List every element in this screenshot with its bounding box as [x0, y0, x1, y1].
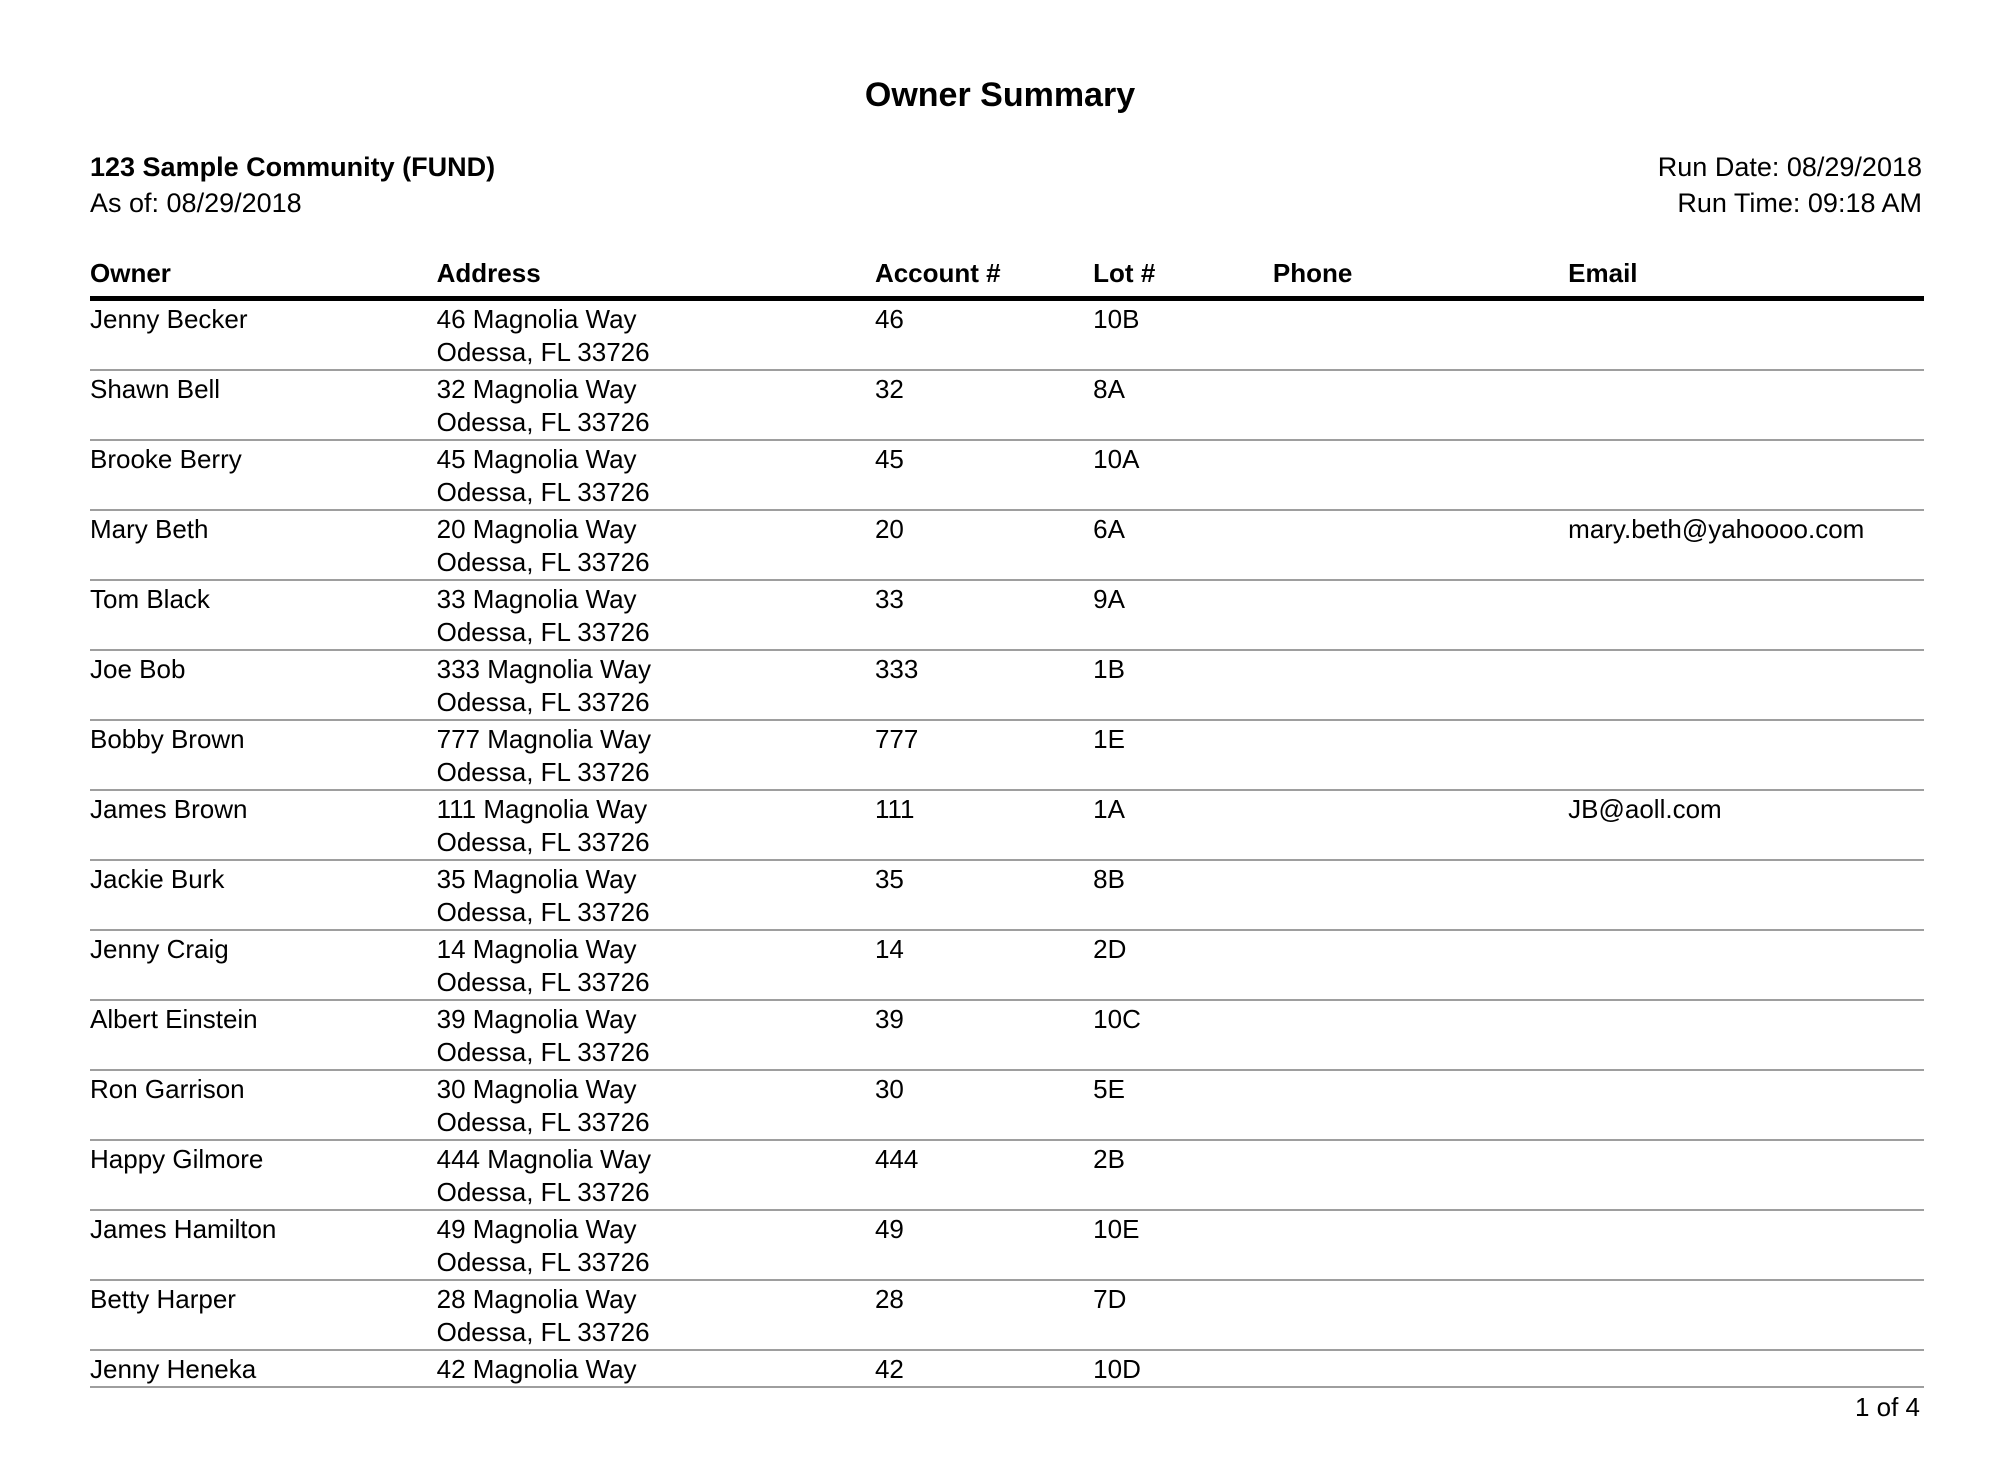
lot-cell: [1093, 583, 1273, 649]
account-cell-line: 111: [874, 794, 915, 824]
lot-cell-line: 10C: [1093, 1004, 1141, 1034]
lot-cell: [1093, 1283, 1273, 1349]
phone-cell-line: [1273, 513, 1560, 546]
address-cell-line: Odessa, FL 33726: [436, 827, 650, 857]
owner-cell-line: Tom Black: [90, 584, 210, 614]
email-cell: [1568, 793, 1924, 859]
email-cell: [1568, 933, 1924, 999]
owner-cell-line: Jenny Craig: [90, 934, 229, 964]
account-cell-line: 42: [874, 1354, 904, 1384]
address-cell-line: 32 Magnolia Way: [436, 374, 637, 404]
address-cell: [437, 373, 875, 439]
account-cell: [875, 1213, 1093, 1279]
phone-cell: [1273, 933, 1568, 999]
address-cell: [437, 723, 875, 789]
address-cell: [437, 303, 875, 369]
owner-cell-line: Albert Einstein: [90, 1004, 258, 1034]
email-cell-line: [1568, 1353, 1916, 1386]
account-cell-line: 39: [874, 1004, 904, 1034]
lot-cell-line: 2D: [1093, 934, 1127, 964]
report-title: Owner Summary: [864, 76, 1136, 114]
as-of-date: As of: 08/29/2018: [90, 188, 302, 218]
owner-cell-line: Mary Beth: [90, 514, 209, 544]
table-row: [90, 1071, 1924, 1141]
lot-cell: [1093, 1353, 1273, 1386]
address-cell-line: 777 Magnolia Way: [436, 724, 651, 754]
table-header-row: [90, 257, 1924, 301]
lot-cell-line: 6A: [1093, 514, 1125, 544]
phone-cell-line: [1273, 653, 1560, 686]
address-cell-line: Odessa, FL 33726: [436, 407, 650, 437]
table-row: [90, 1281, 1924, 1351]
run-time: Run Time: 09:18 AM: [1677, 188, 1922, 218]
phone-cell: [1273, 513, 1568, 579]
phone-cell-line: [1273, 1143, 1560, 1176]
phone-cell: [1273, 303, 1568, 369]
owner-cell: [90, 1283, 437, 1349]
lot-cell: [1093, 1073, 1273, 1139]
phone-cell: [1273, 583, 1568, 649]
lot-cell-line: 7D: [1093, 1284, 1127, 1314]
lot-cell-line: 10E: [1093, 1214, 1140, 1244]
report-meta: [90, 149, 1922, 221]
email-cell: [1568, 863, 1924, 929]
phone-cell: [1273, 1143, 1568, 1209]
address-cell-line: 42 Magnolia Way: [436, 1354, 637, 1384]
email-cell-line: [1568, 723, 1916, 756]
table-row: [90, 441, 1924, 511]
owner-table: [90, 257, 1924, 1388]
email-cell: [1568, 1003, 1924, 1069]
account-cell-line: 30: [874, 1074, 904, 1104]
account-cell: [875, 513, 1093, 579]
phone-cell-line: [1273, 373, 1560, 406]
phone-cell: [1273, 1353, 1568, 1386]
address-cell-line: Odessa, FL 33726: [436, 897, 650, 927]
email-cell: [1568, 1213, 1924, 1279]
table-row: [90, 861, 1924, 931]
account-cell: [875, 723, 1093, 789]
email-cell-line: [1568, 653, 1916, 686]
account-cell-line: 49: [874, 1214, 904, 1244]
owner-cell: [90, 653, 437, 719]
address-cell-line: Odessa, FL 33726: [436, 1317, 650, 1347]
column-header-lot: Lot #: [1093, 258, 1156, 288]
lot-cell-line: 8A: [1093, 374, 1125, 404]
table-row: [90, 1351, 1924, 1388]
owner-cell: [90, 863, 437, 929]
lot-cell-line: 10D: [1093, 1354, 1141, 1384]
account-cell: [875, 1353, 1093, 1386]
account-cell-line: 35: [874, 864, 904, 894]
address-cell-line: Odessa, FL 33726: [436, 1247, 650, 1277]
address-cell-line: 33 Magnolia Way: [436, 584, 637, 614]
address-cell-line: Odessa, FL 33726: [436, 757, 650, 787]
address-cell-line: 46 Magnolia Way: [436, 304, 637, 334]
lot-cell: [1093, 373, 1273, 439]
email-cell-line: [1568, 303, 1916, 336]
email-cell-line: [1568, 1003, 1916, 1036]
table-row: [90, 651, 1924, 721]
column-header-email: Email: [1568, 258, 1638, 288]
account-cell: [875, 653, 1093, 719]
table-row: [90, 1001, 1924, 1071]
account-cell: [875, 793, 1093, 859]
table-row: [90, 581, 1924, 651]
address-cell-line: Odessa, FL 33726: [436, 617, 650, 647]
phone-cell: [1273, 793, 1568, 859]
phone-cell: [1273, 1213, 1568, 1279]
phone-cell: [1273, 1283, 1568, 1349]
owner-cell: [90, 1143, 437, 1209]
owner-cell-line: Ron Garrison: [90, 1074, 245, 1104]
lot-cell: [1093, 1003, 1273, 1069]
phone-cell: [1273, 443, 1568, 509]
email-cell: [1568, 1143, 1924, 1209]
owner-cell: [90, 1073, 437, 1139]
address-cell: [437, 933, 875, 999]
phone-cell-line: [1273, 1073, 1560, 1106]
run-date: Run Date: 08/29/2018: [1657, 152, 1922, 182]
email-cell-line: [1568, 1283, 1916, 1316]
lot-cell-line: 1E: [1093, 724, 1125, 754]
account-cell-line: 28: [874, 1284, 904, 1314]
table-row: [90, 371, 1924, 441]
lot-cell-line: 8B: [1093, 864, 1125, 894]
owner-cell: [90, 1353, 437, 1386]
owner-cell: [90, 723, 437, 789]
account-cell: [875, 1073, 1093, 1139]
email-cell: [1568, 723, 1924, 789]
owner-cell: [90, 1213, 437, 1279]
lot-cell: [1093, 933, 1273, 999]
owner-cell-line: Brooke Berry: [90, 444, 242, 474]
email-cell: [1568, 653, 1924, 719]
table-row: [90, 721, 1924, 791]
email-cell-line: [1568, 863, 1916, 896]
lot-cell: [1093, 303, 1273, 369]
lot-cell-line: 1B: [1093, 654, 1125, 684]
phone-cell-line: [1273, 723, 1560, 756]
page-indicator: 1 of 4: [1854, 1392, 1920, 1422]
report-meta-left: [90, 149, 495, 221]
account-cell-line: 20: [874, 514, 904, 544]
owner-cell-line: James Brown: [90, 794, 248, 824]
lot-cell: [1093, 863, 1273, 929]
column-header-phone: Phone: [1272, 258, 1353, 288]
owner-cell: [90, 933, 437, 999]
email-cell: [1568, 1283, 1924, 1349]
phone-cell: [1273, 863, 1568, 929]
owner-cell: [90, 1003, 437, 1069]
owner-cell: [90, 583, 437, 649]
phone-cell-line: [1273, 1213, 1560, 1246]
address-cell: [437, 513, 875, 579]
owner-cell-line: Jackie Burk: [90, 864, 225, 894]
account-cell-line: 14: [874, 934, 904, 964]
lot-cell: [1093, 653, 1273, 719]
phone-cell-line: [1273, 933, 1560, 966]
phone-cell-line: [1273, 1283, 1560, 1316]
account-cell-line: 777: [874, 724, 919, 754]
table-row: [90, 301, 1924, 371]
column-header-owner: Owner: [90, 258, 171, 288]
owner-cell-line: Happy Gilmore: [90, 1144, 264, 1174]
email-cell: [1568, 1353, 1924, 1386]
table-row: [90, 1141, 1924, 1211]
account-cell: [875, 303, 1093, 369]
phone-cell: [1273, 723, 1568, 789]
address-cell-line: Odessa, FL 33726: [436, 547, 650, 577]
email-cell: [1568, 583, 1924, 649]
owner-cell-line: Jenny Heneka: [90, 1354, 257, 1384]
lot-cell: [1093, 793, 1273, 859]
account-cell-line: 444: [874, 1144, 919, 1174]
address-cell: [437, 653, 875, 719]
address-cell: [437, 1213, 875, 1279]
phone-cell-line: [1273, 583, 1560, 616]
lot-cell-line: 5E: [1093, 1074, 1125, 1104]
account-cell: [875, 443, 1093, 509]
address-cell-line: Odessa, FL 33726: [436, 1037, 650, 1067]
address-cell: [437, 443, 875, 509]
email-cell: [1568, 443, 1924, 509]
email-cell-line: JB@aoll.com: [1568, 794, 1722, 824]
lot-cell-line: 10A: [1093, 444, 1140, 474]
account-cell: [875, 863, 1093, 929]
lot-cell: [1093, 513, 1273, 579]
address-cell: [437, 1143, 875, 1209]
phone-cell: [1273, 1073, 1568, 1139]
phone-cell-line: [1273, 863, 1560, 896]
address-cell-line: Odessa, FL 33726: [436, 477, 650, 507]
owner-cell: [90, 303, 437, 369]
address-cell-line: 111 Magnolia Way: [436, 794, 648, 824]
account-cell: [875, 1283, 1093, 1349]
address-cell-line: 28 Magnolia Way: [436, 1284, 637, 1314]
table-row: [90, 1211, 1924, 1281]
owner-cell: [90, 513, 437, 579]
email-cell-line: [1568, 373, 1916, 406]
lot-cell-line: 2B: [1093, 1144, 1125, 1174]
lot-cell: [1093, 1143, 1273, 1209]
account-cell-line: 32: [874, 374, 904, 404]
phone-cell: [1273, 373, 1568, 439]
owner-cell-line: James Hamilton: [90, 1214, 277, 1244]
phone-cell: [1273, 1003, 1568, 1069]
table-body: [90, 301, 1924, 1388]
owner-cell-line: Shawn Bell: [90, 374, 221, 404]
lot-cell: [1093, 1213, 1273, 1279]
address-cell-line: 49 Magnolia Way: [436, 1214, 637, 1244]
address-cell: [437, 1283, 875, 1349]
address-cell-line: 444 Magnolia Way: [436, 1144, 651, 1174]
address-cell-line: 14 Magnolia Way: [436, 934, 637, 964]
lot-cell-line: 1A: [1093, 794, 1125, 824]
phone-cell-line: [1273, 1003, 1560, 1036]
owner-cell: [90, 443, 437, 509]
address-cell-line: 45 Magnolia Way: [436, 444, 637, 474]
email-cell-line: [1568, 933, 1916, 966]
lot-cell: [1093, 723, 1273, 789]
phone-cell-line: [1273, 793, 1560, 826]
community-name: 123 Sample Community (FUND): [90, 152, 496, 182]
account-cell: [875, 933, 1093, 999]
address-cell-line: 333 Magnolia Way: [436, 654, 651, 684]
owner-cell: [90, 373, 437, 439]
address-cell: [437, 583, 875, 649]
address-cell-line: 35 Magnolia Way: [436, 864, 637, 894]
email-cell-line: [1568, 1073, 1916, 1106]
phone-cell: [1273, 653, 1568, 719]
owner-cell-line: Joe Bob: [90, 654, 186, 684]
email-cell-line: [1568, 1143, 1916, 1176]
phone-cell-line: [1273, 303, 1560, 336]
owner-cell-line: Bobby Brown: [90, 724, 245, 754]
email-cell: [1568, 303, 1924, 369]
address-cell-line: Odessa, FL 33726: [436, 337, 650, 367]
address-cell-line: Odessa, FL 33726: [436, 1107, 650, 1137]
email-cell-line: [1568, 583, 1916, 616]
address-cell-line: 20 Magnolia Way: [436, 514, 637, 544]
email-cell-line: [1568, 443, 1916, 476]
address-cell-line: 39 Magnolia Way: [436, 1004, 637, 1034]
column-header-account: Account #: [874, 258, 1001, 288]
phone-cell-line: [1273, 443, 1560, 476]
table-row: [90, 511, 1924, 581]
address-cell-line: Odessa, FL 33726: [436, 1177, 650, 1207]
email-cell-line: [1568, 1213, 1916, 1246]
phone-cell-line: [1273, 1353, 1560, 1386]
email-cell: [1568, 1073, 1924, 1139]
address-cell-line: Odessa, FL 33726: [436, 687, 650, 717]
lot-cell-line: 9A: [1093, 584, 1125, 614]
address-cell: [437, 793, 875, 859]
email-cell: [1568, 373, 1924, 439]
account-cell: [875, 583, 1093, 649]
address-cell-line: Odessa, FL 33726: [436, 967, 650, 997]
account-cell-line: 46: [874, 304, 904, 334]
address-cell: [437, 1353, 875, 1386]
owner-cell: [90, 793, 437, 859]
lot-cell-line: 10B: [1093, 304, 1140, 334]
address-cell: [437, 1003, 875, 1069]
account-cell-line: 45: [874, 444, 904, 474]
account-cell: [875, 373, 1093, 439]
lot-cell: [1093, 443, 1273, 509]
owner-cell-line: Betty Harper: [90, 1284, 236, 1314]
report-meta-right: [1658, 149, 1922, 221]
email-cell-line: mary.beth@yahoooo.com: [1568, 514, 1865, 544]
account-cell: [875, 1143, 1093, 1209]
address-cell-line: 30 Magnolia Way: [436, 1074, 637, 1104]
table-row: [90, 791, 1924, 861]
email-cell: [1568, 513, 1924, 579]
column-header-address: Address: [436, 258, 541, 288]
address-cell: [437, 863, 875, 929]
account-cell-line: 333: [874, 654, 919, 684]
account-cell-line: 33: [874, 584, 904, 614]
account-cell: [875, 1003, 1093, 1069]
address-cell: [437, 1073, 875, 1139]
table-row: [90, 931, 1924, 1001]
owner-cell-line: Jenny Becker: [90, 304, 248, 334]
